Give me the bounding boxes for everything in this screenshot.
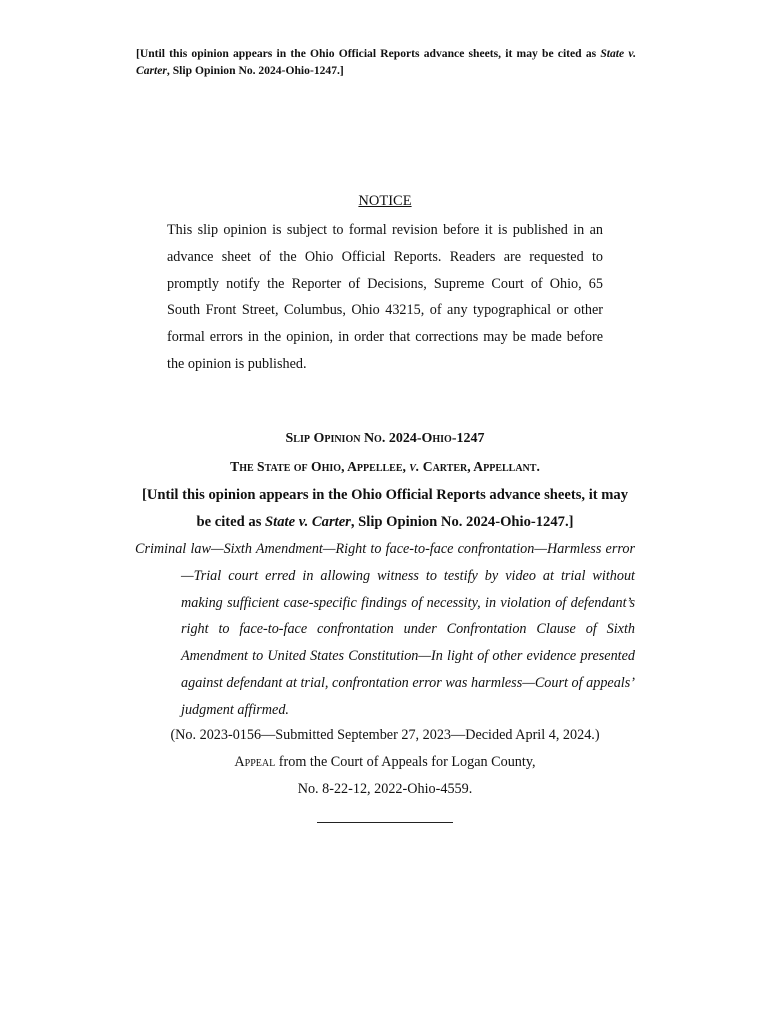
header-note-suffix: , Slip Opinion No. 2024-Ohio-1247.]	[166, 64, 344, 77]
slip-opinion-title: Slip Opinion No. 2024-Ohio-1247	[285, 431, 485, 446]
section-divider	[317, 822, 453, 823]
appeal-line	[0, 754, 770, 771]
docket-line: (No. 2023-0156—Submitted September 27, 2023—Decided April 4, 2024.)	[170, 727, 600, 743]
citation-note-suffix: , Slip Opinion No. 2024-Ohio-1247.]	[350, 514, 574, 530]
citation-note-case-name: State v. Carter	[265, 514, 351, 530]
notice-title: NOTICE	[358, 193, 412, 209]
citation-note	[140, 482, 630, 536]
parties-appellee: The State of Ohio, Appellee,	[230, 459, 410, 474]
parties-versus: v.	[409, 459, 420, 474]
appeal-text: from the Court of Appeals for Logan County,	[275, 754, 536, 770]
case-parties	[0, 459, 770, 475]
notice-body: This slip opinion is subject to formal revision before it is published in an advance sheet of the Ohio Official Reports. Readers are requested to promptly notify the Reporter of Decisions, Supreme Court of Ohio, 65 South Front Street, Columbus, Ohio 43215, of any typographical or other formal errors in the opinion, in order that corrections may be made before the opinion is published.	[167, 222, 603, 372]
syllabus-headnote: Criminal law—Sixth Amendment—Right to face-to-face confrontation—Harmless error—Trial court erred in allowing witness to testify by video at trial without making sufficient case-specific findings of necessity, in violation of defendant’s right to face-to-face confrontation under Confrontation Clause of Sixth Amendment to United States Constitution—In light of other evidence presented against defendant at trial, confrontation error was harmless—Court of appeals’ judgment affirmed.	[135, 541, 635, 718]
header-note-case-name: State v. Carter	[136, 47, 636, 77]
header-citation-note	[136, 45, 636, 79]
appeal-number: No. 8-22-12, 2022-Ohio-4559.	[297, 781, 473, 797]
header-note-prefix: [Until this opinion appears in the Ohio Official Reports advance sheets, it may be cited as	[136, 47, 601, 60]
appeal-label: Appeal	[234, 754, 276, 770]
parties-appellant: Carter, Appellant.	[419, 459, 540, 474]
citation-note-prefix: [Until this opinion appears in the Ohio Official Reports advance sheets, it may be cited as	[141, 487, 629, 530]
